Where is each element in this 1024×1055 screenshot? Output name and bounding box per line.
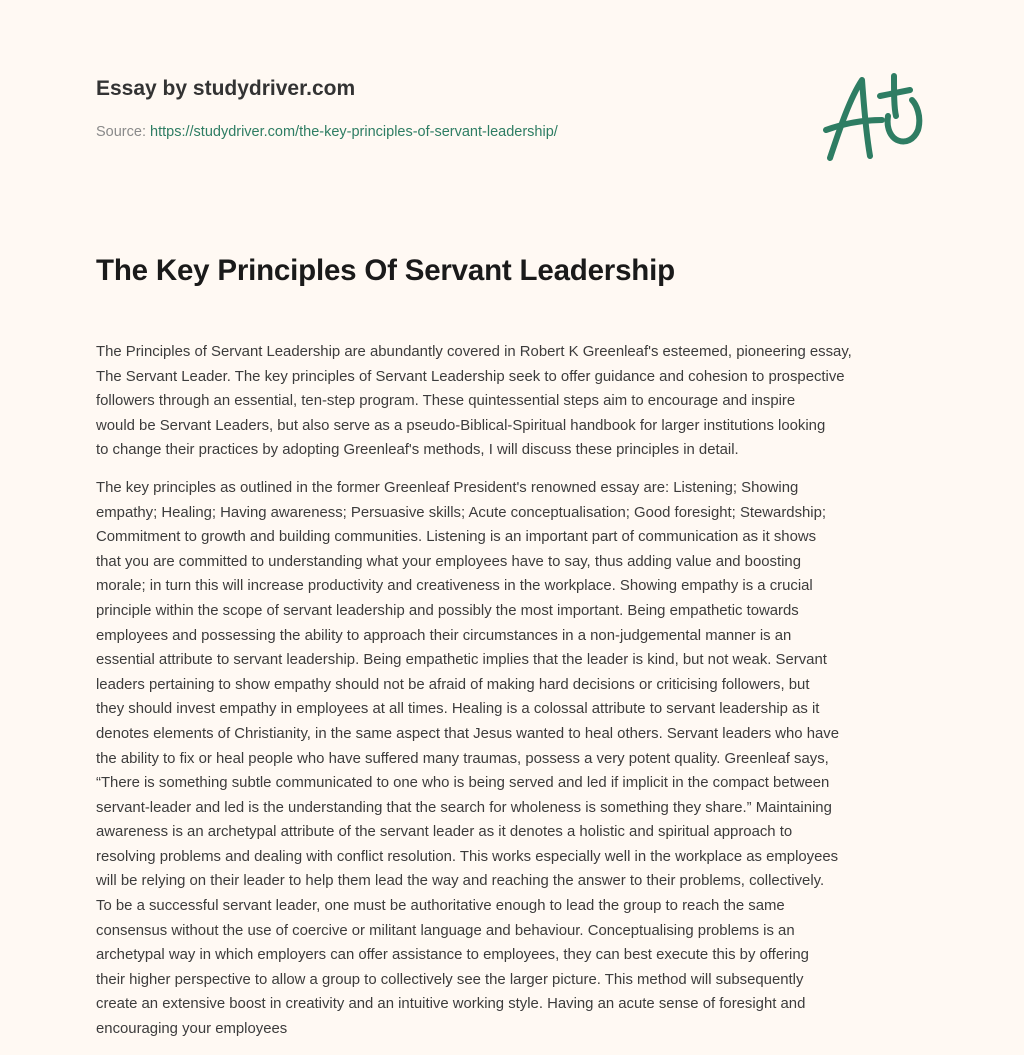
text-line: consensus without the use of coercive or militant language and behaviour. Conceptualising problems is an <box>96 922 795 939</box>
text-line: The Principles of Servant Leadership are abundantly covered in Robert K Greenleaf's esteemed, pioneering essay, <box>96 344 852 360</box>
text-line: “There is something subtle communicated to one who is being served and led if implicit in the compact between <box>96 775 830 792</box>
text-line: empathy; Healing; Having awareness; Persuasive skills; Acute conceptualisation; Good foresight; Stewardship; <box>96 504 827 521</box>
text-line: the ability to fix or heal people who have suffered many traumas, possess a very potent quality. Greenleaf says, <box>96 750 829 767</box>
text-line: Commitment to growth and building communities. Listening is an important part of communication as it shows <box>96 529 817 546</box>
text-line: To be a successful servant leader, one must be authoritative enough to lead the group to reach the same <box>96 898 785 915</box>
text-line: principle within the scope of servant leadership and possibly the most important. Being empathetic towards <box>96 602 799 619</box>
text-line: leaders pertaining to show empathy should not be afraid of making hard decisions or criticising followers, but <box>96 676 810 693</box>
text-line: they should invest empathy in employees at all times. Healing is a colossal attribute to servant leadership as it <box>96 701 820 718</box>
site-title: Essay by studydriver.com <box>96 77 356 100</box>
text-line: awareness is an archetypal attribute of the servant leader as it denotes a holistic and spiritual approach to <box>96 824 793 841</box>
text-line: denotes elements of Christianity, in the same aspect that Jesus wanted to heal others. Servant leaders who have <box>96 725 840 742</box>
source-link[interactable]: https://studydriver.com/the-key-principles-of-servant-leadership/ <box>150 124 558 140</box>
a-plus-logo-icon <box>820 68 930 168</box>
source-label: Source: <box>96 124 146 140</box>
paragraph-1 <box>96 340 956 463</box>
text-line: create an extensive boost in creativity and an intuitive working style. Having an acute sense of foresight and <box>96 996 806 1013</box>
text-line: would be Servant Leaders, but also serve as a pseudo-Biblical-Spiritual handbook for larger institutions looking <box>96 417 826 434</box>
text-line: resolving problems and dealing with conflict resolution. This works especially well in the workplace as employees <box>96 848 839 865</box>
text-line: that you are committed to understanding what your employees have to say, thus adding value and boosting <box>96 553 801 570</box>
text-line: to change their practices by adopting Greenleaf's methods, I will discuss these principles in detail. <box>96 442 739 459</box>
text-line: encouraging your employees <box>96 1021 288 1038</box>
text-line: employees and possessing the ability to approach their circumstances in a non-judgemental manner is an <box>96 627 792 644</box>
text-line: servant-leader and led is the understanding that the search for wholeness is something they share.” Maintaining <box>96 799 832 816</box>
text-line: The key principles as outlined in the former Greenleaf President's renowned essay are: Listening; Showing <box>96 479 799 496</box>
article-body <box>96 340 956 1055</box>
text-line: morale; in turn this will increase productivity and creativeness in the workplace. Showing empathy is a crucial <box>96 578 813 595</box>
text-line: essential attribute to servant leadership. Being empathetic implies that the leader is kind, but not weak. Servant <box>96 652 827 669</box>
text-line: followers through an essential, ten-step program. These quintessential steps aim to encourage and inspire <box>96 393 796 410</box>
text-line: The Servant Leader. The key principles of Servant Leadership seek to offer guidance and cohesion to prospective <box>96 368 845 385</box>
paragraph-2 <box>96 476 956 1042</box>
article-title: The Key Principles Of Servant Leadership <box>96 254 675 287</box>
text-line: archetypal way in which employers can offer assistance to employees, they can best execute this by offering <box>96 947 809 964</box>
text-line: their higher perspective to allow a group to collectively see the larger picture. This method will subsequently <box>96 971 804 988</box>
source-line <box>96 124 558 140</box>
text-line: will be relying on their leader to help them lead the way and reaching the answer to their problems, collectively. <box>96 873 825 890</box>
